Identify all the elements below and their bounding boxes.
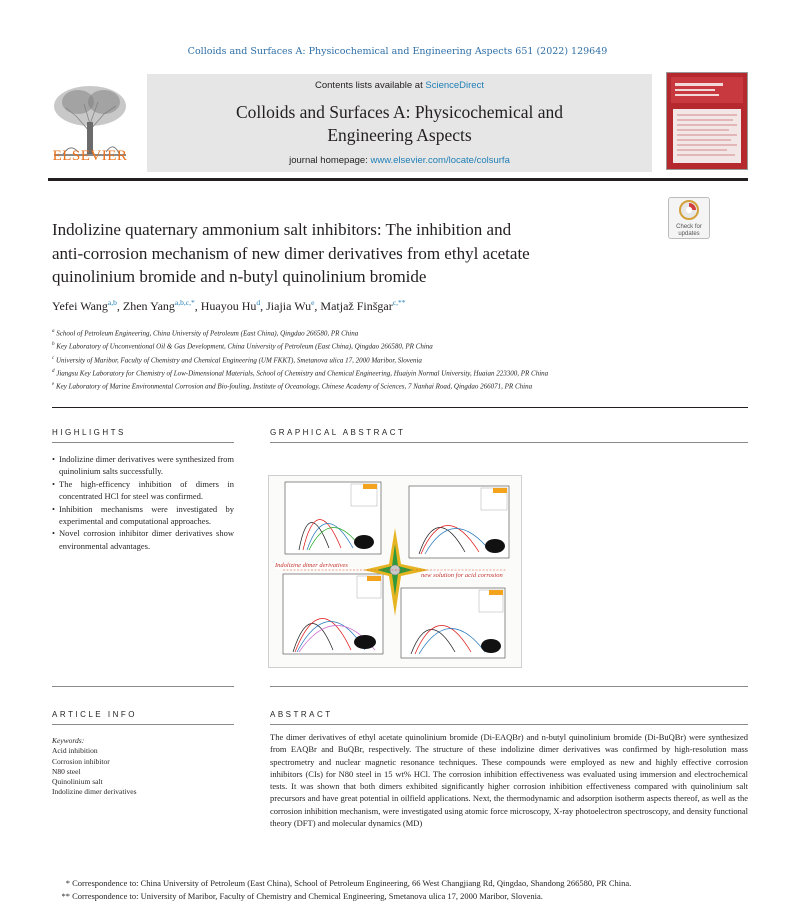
author-list bbox=[52, 298, 742, 314]
affiliation-text: Key Laboratory of Unconventional Oil & Gas Development, China University of Petroleum (East China), Qingdao 266580, PR China bbox=[56, 342, 433, 351]
highlights-rule bbox=[52, 442, 234, 443]
affiliation-sup: a bbox=[52, 329, 55, 334]
highlights-heading: HIGHLIGHTS bbox=[52, 428, 126, 437]
abstract-heading: ABSTRACT bbox=[270, 710, 333, 719]
footnote-mark: ** bbox=[61, 890, 70, 901]
ga-label-left: Indolizine dimer derivatives bbox=[275, 562, 348, 569]
author-name[interactable]: Jiajia Wu bbox=[266, 299, 312, 313]
publisher-name: ELSEVIER bbox=[52, 148, 128, 164]
author-separator: , bbox=[116, 299, 123, 313]
homepage-prefix: journal homepage: bbox=[289, 155, 371, 166]
check-updates-icon bbox=[679, 200, 699, 220]
affiliation bbox=[52, 339, 652, 352]
graphical-abstract-rule bbox=[270, 442, 748, 443]
author-separator: , bbox=[314, 299, 321, 313]
author-name[interactable]: Zhen Yang bbox=[122, 299, 175, 313]
author-separator: , bbox=[260, 299, 267, 313]
keyword: Indolizine dimer derivatives bbox=[52, 787, 137, 797]
abstract-text: The dimer derivatives of ethyl acetate quinolinium bromide (Di-EAQBr) and n-butyl quinolinium bromide (Di-BuQBr) were synthesized from EAQBr and BuQBr, respectively. The structure of these indolizine dimer derivatives was confirmed by high-resolution mass spectrometry and nuclear magnetic resonance techniques. These compounds were employed as new and highly effective corrosion inhibitors (CIs) for N80 steel in 15 wt% HCl. The corrosion inhibition effectiveness was evaluated using immersion and electrochemical tests. It was shown that both dimers exhibited significantly higher corrosion inhibition effectiveness compared with quinolinium salt precursors and have great potential in oilfield applications. Next, the thermodynamic and adsorption isotherm aspects thereof, as well as the corrosion inhibition mechanism, were investigated using atomic force microscopy, X-ray photoelectron spectroscopy, and density functional theory (DFT) and molecular dynamics (MD) bbox=[270, 732, 748, 829]
affiliation bbox=[52, 366, 652, 379]
journal-title-line: Colloids and Surfaces A: Physicochemical and bbox=[235, 102, 564, 122]
ga-panel-bottom-right bbox=[401, 588, 505, 658]
highlights-bottom-rule bbox=[52, 686, 234, 687]
author-name[interactable]: Yefei Wang bbox=[52, 299, 108, 313]
check-updates-label bbox=[669, 224, 709, 238]
journal-cover-art bbox=[667, 73, 747, 169]
affiliations bbox=[52, 326, 652, 393]
keywords-block bbox=[52, 736, 232, 798]
article-title-line: Indolizine quaternary ammonium salt inhibitors: The inhibition and bbox=[52, 220, 512, 239]
contents-prefix: Contents lists available at bbox=[315, 80, 426, 91]
footnote-text: Correspondence to: University of Maribor, Faculty of Chemistry and Chemical Engineering, Smetanova ulica 17, 2000 Maribor, Slovenia. bbox=[72, 890, 543, 901]
graphical-abstract-image[interactable] bbox=[268, 475, 522, 668]
highlight-item: • Indolizine dimer derivatives were synthesized from quinolinium salts successfully. bbox=[52, 453, 234, 478]
footnote-text: Correspondence to: China University of Petroleum (East China), School of Petroleum Engineering, 66 West Changjiang Rd, Qingdao, Shandong 266580, PR China. bbox=[72, 878, 632, 888]
keyword: Corrosion inhibitor bbox=[52, 756, 110, 766]
affiliation bbox=[52, 326, 652, 339]
contents-line bbox=[147, 80, 652, 91]
sciencedirect-link[interactable]: ScienceDirect bbox=[425, 80, 484, 91]
highlights-list bbox=[52, 453, 234, 552]
keyword: Acid inhibition bbox=[52, 746, 98, 756]
masthead-rule bbox=[48, 178, 748, 181]
author-affil-sup[interactable]: a,b,c,* bbox=[174, 298, 195, 307]
affiliation-sup: e bbox=[52, 382, 55, 388]
footnote-mark: * bbox=[65, 878, 70, 888]
ga-panel-top-left bbox=[285, 482, 381, 554]
affiliation-sup: b bbox=[52, 342, 55, 348]
affiliation-sup: d bbox=[52, 368, 55, 374]
author-separator: , bbox=[194, 299, 201, 313]
graphical-abstract-bottom-rule bbox=[270, 686, 748, 687]
check-for-updates-button[interactable] bbox=[668, 197, 710, 239]
keywords-heading: Keywords: bbox=[52, 736, 85, 745]
article-title-line: anti-corrosion mechanism of new dimer derivatives from ethyl acetate bbox=[52, 243, 530, 263]
author-affil-sup[interactable]: a,b bbox=[107, 298, 117, 307]
homepage-link[interactable]: www.elsevier.com/locate/colsurfa bbox=[370, 155, 510, 166]
footnote bbox=[52, 877, 752, 890]
author-name[interactable]: Matjaž Finšgar bbox=[320, 299, 393, 313]
journal-title-line: Engineering Aspects bbox=[327, 125, 472, 145]
journal-reference[interactable]: Colloids and Surfaces A: Physicochemical and Engineering Aspects 651 (2022) 129649 bbox=[187, 46, 608, 57]
affiliation-text: School of Petroleum Engineering, China University of Petroleum (East China), Qingdao 266580, PR China bbox=[56, 329, 359, 338]
article-info-heading: ARTICLE INFO bbox=[52, 710, 137, 719]
affiliation-sup: c bbox=[52, 355, 55, 361]
article-title bbox=[52, 218, 652, 289]
author-name[interactable]: Huayou Hu bbox=[200, 299, 257, 313]
highlight-item: • The high-efficency inhibition of dimers in concentrated HCl for steel was confirmed. bbox=[52, 478, 234, 503]
ga-label-right: new solution for acid corrosion bbox=[421, 572, 503, 579]
affiliation-text: Key Laboratory of Marine Environmental Corrosion and Bio-fouling, Institute of Oceanology, Chinese Academy of Sciences, 7 Nanhai Road, Qingdao 266071, PR China bbox=[55, 382, 533, 391]
journal-cover-image[interactable] bbox=[666, 72, 748, 170]
author-affil-sup[interactable]: d bbox=[256, 298, 261, 307]
graphical-abstract-heading: GRAPHICAL ABSTRACT bbox=[270, 428, 406, 437]
affiliation-text: University of Maribor, Faculty of Chemistry and Chemical Engineering (UM FKKT), Smetanova ulica 17, 2000 Maribor, Slovenia bbox=[55, 355, 422, 364]
affiliation-text: Jiangsu Key Laboratory for Chemistry of Low-Dimensional Materials, School of Chemistry and Chemical Engineering, Huaiyin Normal University, Huaian 223300, PR China bbox=[56, 369, 549, 378]
keyword: N80 steel bbox=[52, 766, 81, 776]
author-affil-sup[interactable]: c,** bbox=[392, 298, 406, 307]
correspondence-footnotes bbox=[52, 877, 752, 902]
highlight-item: • Novel corrosion inhibitor dimer derivatives show environmental advantages. bbox=[52, 527, 234, 552]
abstract-rule bbox=[270, 724, 748, 725]
ga-panel-bottom-left bbox=[283, 574, 383, 654]
highlight-item: • Inhibition mechanisms were investigated by experimental and computational approaches. bbox=[52, 503, 234, 528]
footnote bbox=[52, 890, 752, 903]
article-info-rule bbox=[52, 724, 234, 725]
author-affil-sup[interactable]: e bbox=[311, 298, 315, 307]
affiliation-rule bbox=[52, 407, 748, 408]
affiliation bbox=[52, 379, 652, 392]
check-updates-line: updates bbox=[678, 231, 700, 237]
journal-homepage bbox=[147, 155, 652, 166]
ga-panel-top-right bbox=[409, 486, 509, 558]
affiliation bbox=[52, 353, 652, 366]
article-title-line: quinolinium bromide and n-butyl quinolinium bromide bbox=[52, 267, 427, 286]
check-updates-line: Check for bbox=[676, 224, 702, 230]
keyword: Quinolinium salt bbox=[52, 777, 103, 787]
journal-title bbox=[147, 101, 652, 147]
